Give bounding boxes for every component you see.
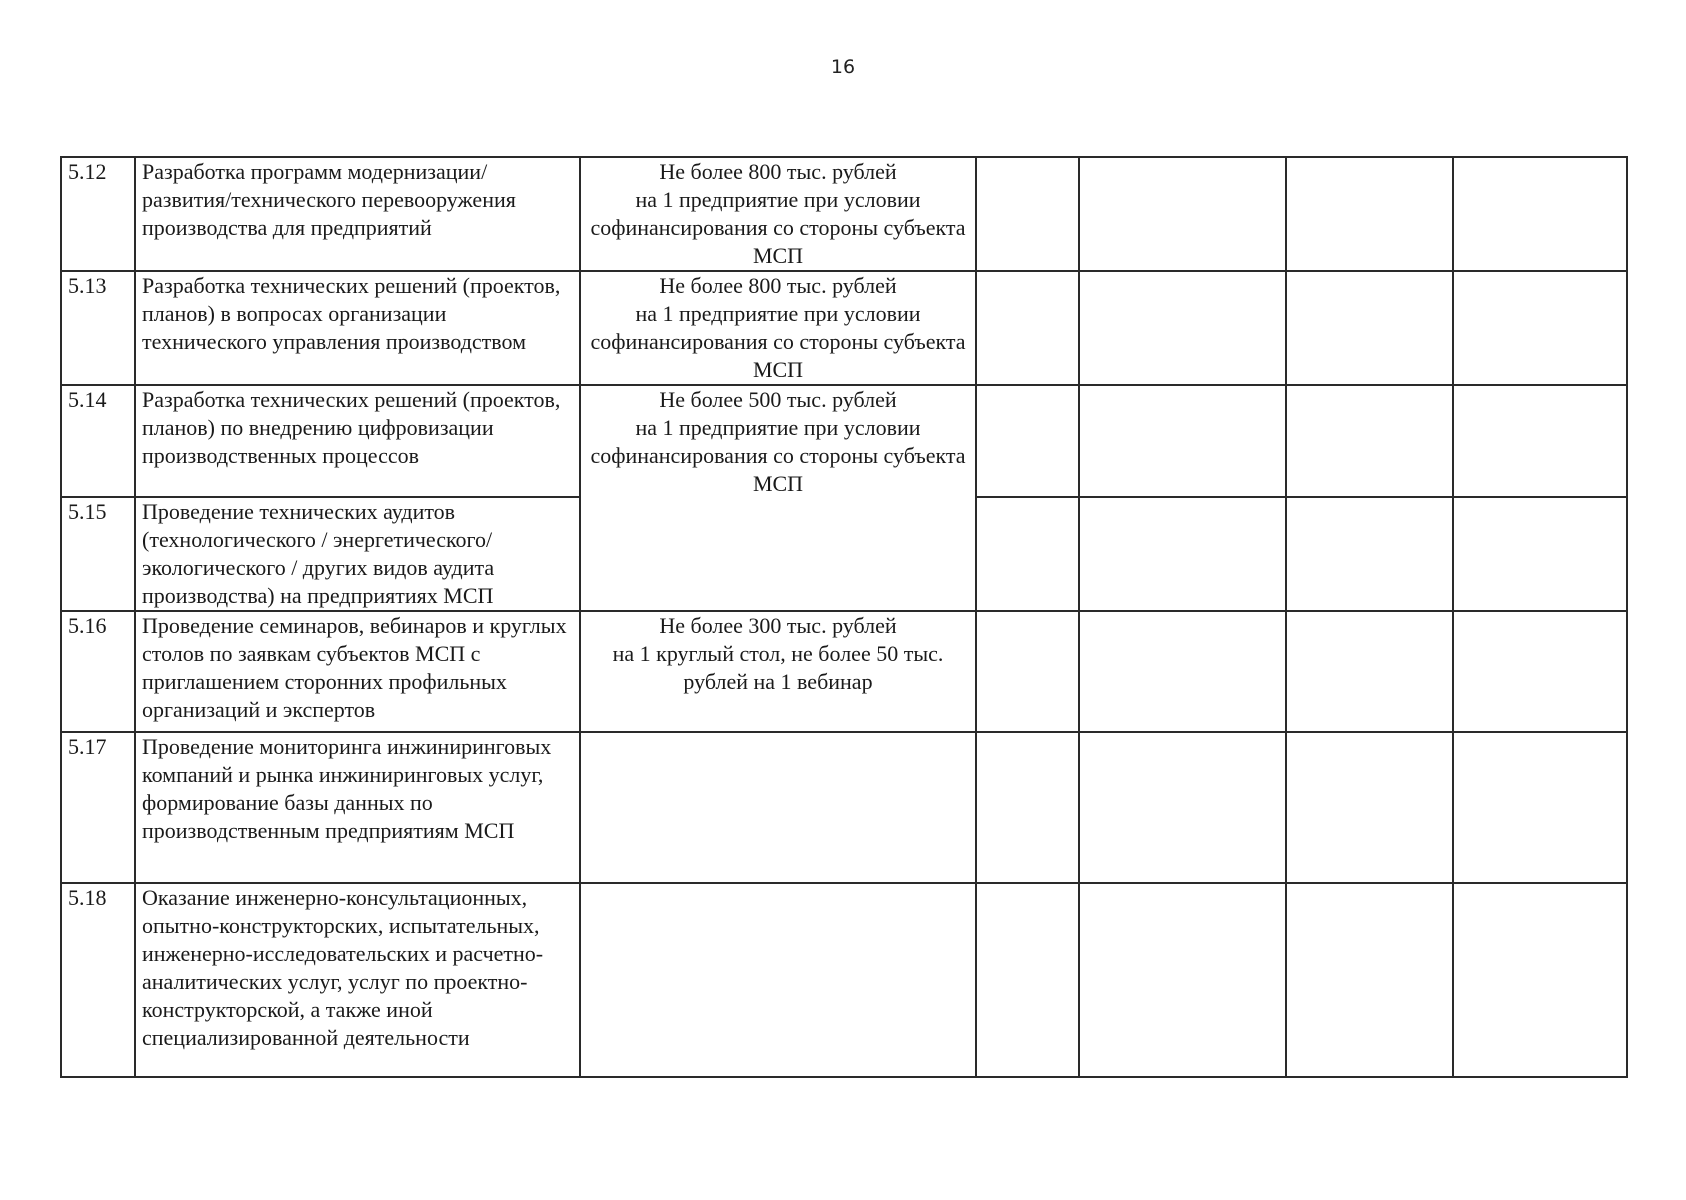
empty-cell — [1453, 385, 1627, 497]
empty-cell — [1286, 497, 1453, 611]
table-row — [61, 385, 1627, 497]
empty-cell — [1079, 611, 1286, 732]
service-name: Разработка технических решений (проектов, планов) в вопросах организации технического управления производством — [135, 271, 580, 385]
empty-cell — [976, 732, 1079, 883]
table-row — [61, 611, 1627, 732]
empty-cell — [1079, 497, 1286, 611]
row-number: 5.18 — [61, 883, 135, 1077]
empty-cell — [976, 157, 1079, 271]
services-table — [60, 156, 1628, 1078]
empty-cell — [1286, 883, 1453, 1077]
empty-cell — [1079, 271, 1286, 385]
empty-cell — [1079, 385, 1286, 497]
table-row — [61, 271, 1627, 385]
empty-cell — [1453, 497, 1627, 611]
empty-cell — [976, 497, 1079, 611]
empty-cell — [1453, 732, 1627, 883]
cost-text: Не более 800 тыс. рублей на 1 предприятие при условии софинансирования со стороны субъекта МСП — [590, 159, 966, 268]
row-number: 5.12 — [61, 157, 135, 271]
empty-cell — [1453, 271, 1627, 385]
table-row — [61, 732, 1627, 883]
cost-cell — [580, 385, 976, 611]
row-number: 5.16 — [61, 611, 135, 732]
table-row — [61, 157, 1627, 271]
empty-cell — [976, 883, 1079, 1077]
empty-cell — [580, 732, 976, 883]
empty-cell — [1079, 732, 1286, 883]
empty-cell — [976, 271, 1079, 385]
empty-cell — [1453, 883, 1627, 1077]
cost-text: Не более 800 тыс. рублей на 1 предприятие при условии софинансирования со стороны субъекта МСП — [590, 273, 966, 382]
empty-cell — [1286, 271, 1453, 385]
empty-cell — [1079, 883, 1286, 1077]
row-number: 5.17 — [61, 732, 135, 883]
service-name: Разработка программ модернизации/развития/технического перевооружения производства для предприятий — [135, 157, 580, 271]
page-number: 16 — [830, 56, 856, 78]
cost-cell — [580, 157, 976, 271]
empty-cell — [1286, 385, 1453, 497]
table-row — [61, 883, 1627, 1077]
cost-cell — [580, 611, 976, 732]
service-name: Оказание инженерно-консультационных, опытно-конструкторских, испытательных, инженерно-исследовательских и расчетно-аналитических услуг, услуг по проектно-конструкторской, а также иной специализированной деятельности — [135, 883, 580, 1077]
empty-cell — [976, 385, 1079, 497]
empty-cell — [1286, 157, 1453, 271]
empty-cell — [976, 611, 1079, 732]
service-name: Разработка технических решений (проектов, планов) по внедрению цифровизации производственных процессов — [135, 385, 580, 497]
row-number: 5.15 — [61, 497, 135, 611]
empty-cell — [1453, 157, 1627, 271]
empty-cell — [1079, 157, 1286, 271]
service-name: Проведение семинаров, вебинаров и круглых столов по заявкам субъектов МСП с приглашением сторонних профильных организаций и экспертов — [135, 611, 580, 732]
empty-cell — [580, 883, 976, 1077]
empty-cell — [1286, 732, 1453, 883]
cost-text: Не более 500 тыс. рублей на 1 предприятие при условии софинансирования со стороны субъекта МСП — [590, 387, 966, 496]
row-number: 5.13 — [61, 271, 135, 385]
empty-cell — [1453, 611, 1627, 732]
service-name: Проведение мониторинга инжиниринговых компаний и рынка инжиниринговых услуг, формирование базы данных по производственным предприятиям МСП — [135, 732, 580, 883]
cost-text: Не более 300 тыс. рублей на 1 круглый стол, не более 50 тыс. рублей на 1 вебинар — [612, 613, 944, 694]
cost-cell — [580, 271, 976, 385]
row-number: 5.14 — [61, 385, 135, 497]
empty-cell — [1286, 611, 1453, 732]
service-name: Проведение технических аудитов (технологического / энергетического/ экологического / других видов аудита производства) на предприятиях МСП — [135, 497, 580, 611]
